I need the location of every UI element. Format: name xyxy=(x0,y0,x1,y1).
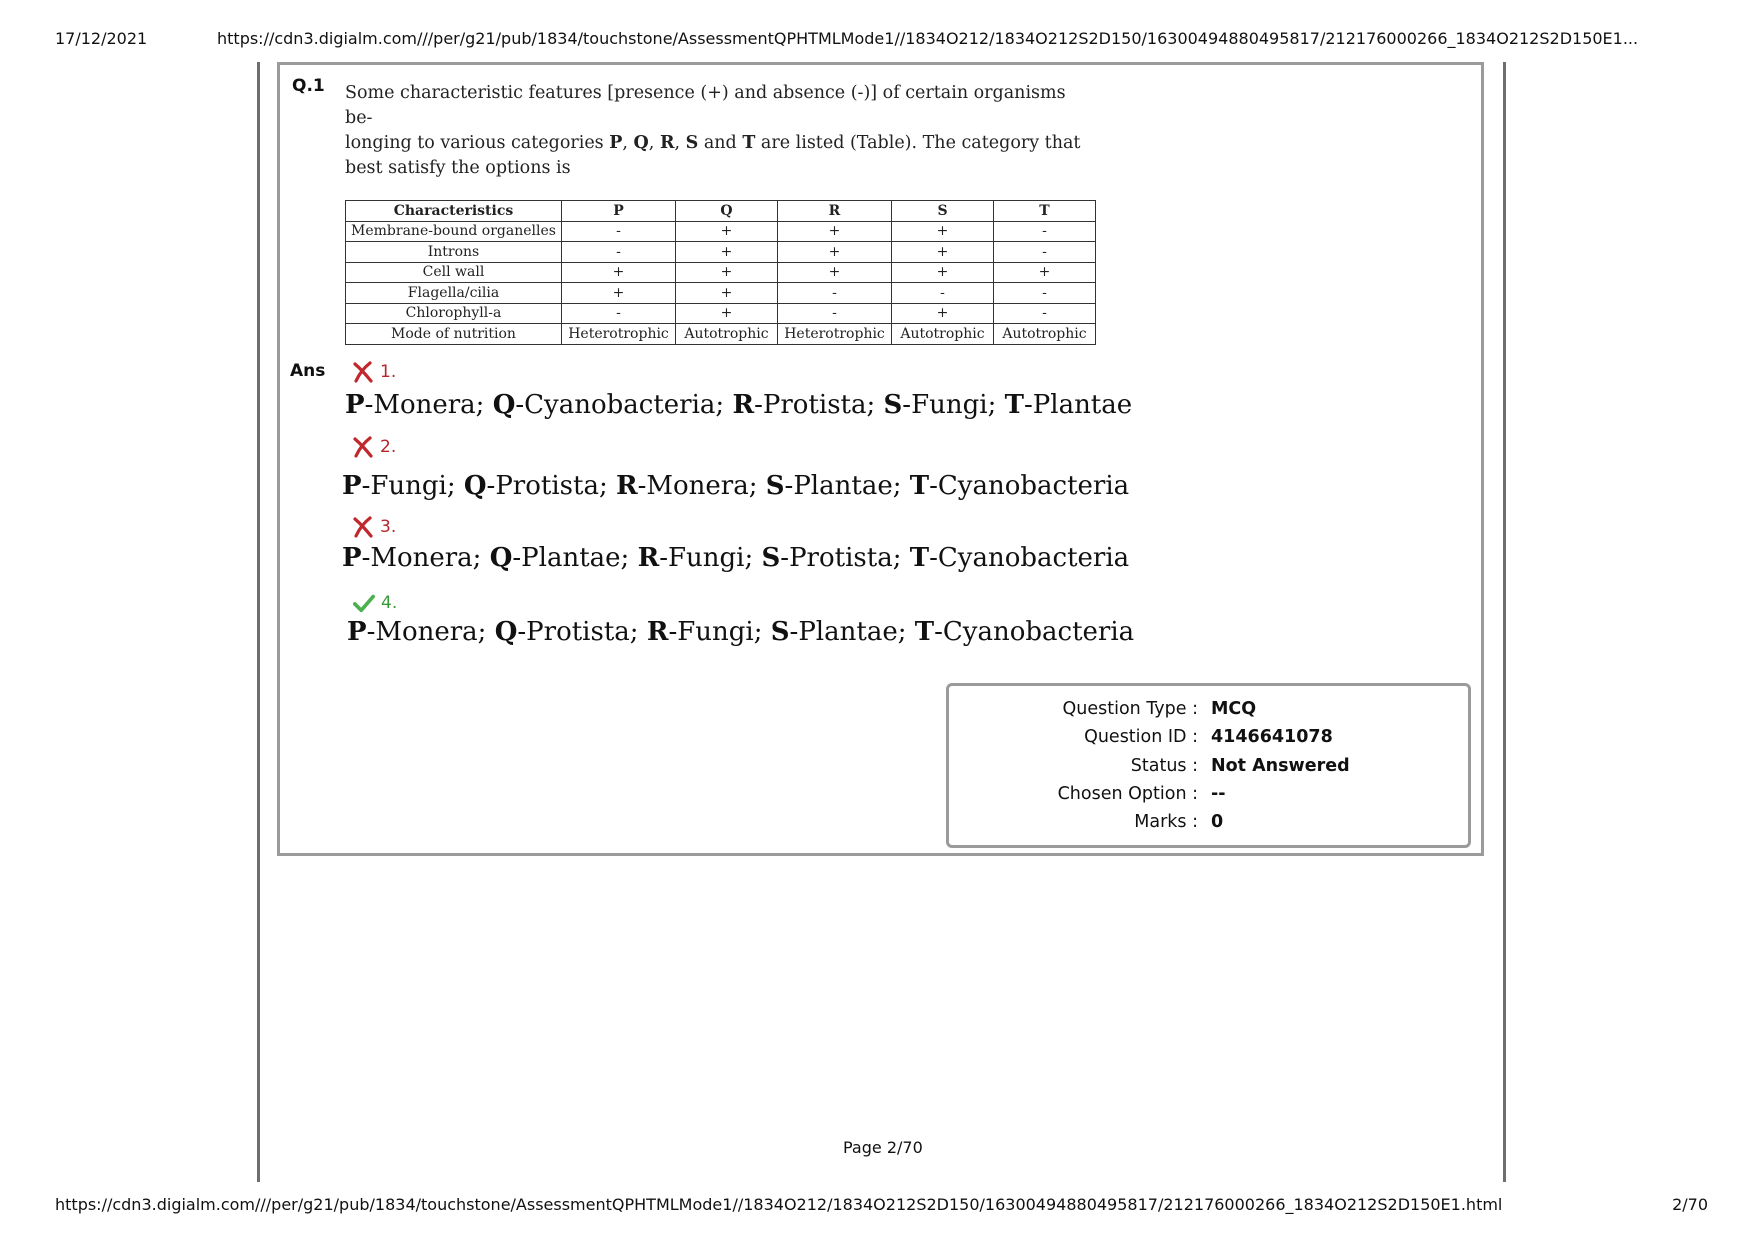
print-header-url: https://cdn3.digialm.com///per/g21/pub/1834/touchstone/AssessmentQPHTMLMode1//1834O212/1834O212S2D150/16300494880495817/212176000266_1834O212S2D150E1... xyxy=(217,29,1639,48)
option-2-marker xyxy=(352,436,396,458)
option-number: 2. xyxy=(380,437,397,457)
option-number: 1. xyxy=(380,362,397,382)
table-cell: - xyxy=(994,303,1096,324)
print-footer-page: 2/70 xyxy=(1672,1195,1708,1214)
table-cell: + xyxy=(676,242,778,263)
info-value: 0 xyxy=(1211,812,1224,832)
info-row-marks xyxy=(946,812,1471,840)
page-border-left xyxy=(257,62,260,1182)
table-cell: - xyxy=(562,303,676,324)
info-label: Question Type : xyxy=(1062,699,1198,719)
cross-icon xyxy=(352,436,374,458)
question-text: Some characteristic features [presence (+) and absence (-)] of certain organisms be- longing to various categories P, Q, R, S and T are listed (Table). The category that best satisfy the options is xyxy=(345,83,1081,178)
table-cell: Membrane-bound organelles xyxy=(346,221,562,242)
info-row-question-id xyxy=(946,727,1471,755)
option-2-text: P-Fungi; Q-Protista; R-Monera; S-Plantae; T-Cyanobacteria xyxy=(342,471,1130,501)
option-number: 4. xyxy=(381,593,398,613)
table-cell: - xyxy=(778,283,892,304)
table-cell: + xyxy=(676,262,778,283)
info-value: MCQ xyxy=(1211,699,1257,719)
option-number: 3. xyxy=(380,517,397,537)
option-3-text: P-Monera; Q-Plantae; R-Fungi; S-Protista; T-Cyanobacteria xyxy=(342,543,1130,573)
table-cell: Autotrophic xyxy=(892,324,994,345)
page-border-right xyxy=(1503,62,1506,1182)
table-cell: + xyxy=(676,221,778,242)
table-cell: + xyxy=(562,283,676,304)
checkmark-icon xyxy=(353,592,375,614)
table-row xyxy=(346,221,1096,242)
answer-label: Ans xyxy=(290,361,326,381)
page-number: Page 2/70 xyxy=(843,1138,923,1157)
info-label: Status : xyxy=(1130,756,1198,776)
table-cell: Mode of nutrition xyxy=(346,324,562,345)
info-value: -- xyxy=(1211,784,1226,804)
table-cell: + xyxy=(562,262,676,283)
table-header-cell: R xyxy=(778,201,892,222)
table-cell: + xyxy=(676,303,778,324)
info-label: Question ID : xyxy=(1084,727,1198,747)
table-cell: + xyxy=(892,242,994,263)
table-cell: Autotrophic xyxy=(994,324,1096,345)
table-header-cell: Characteristics xyxy=(346,201,562,222)
option-4-marker xyxy=(353,592,397,614)
table-cell: + xyxy=(778,262,892,283)
cross-icon xyxy=(352,361,374,383)
table-cell: - xyxy=(994,221,1096,242)
table-cell: + xyxy=(778,221,892,242)
table-cell: - xyxy=(562,242,676,263)
table-header-cell: S xyxy=(892,201,994,222)
table-cell: + xyxy=(994,262,1096,283)
print-date: 17/12/2021 xyxy=(55,29,148,48)
option-3-marker xyxy=(352,516,396,538)
table-row xyxy=(346,242,1096,263)
table-cell: + xyxy=(892,262,994,283)
table-cell: Introns xyxy=(346,242,562,263)
info-label: Chosen Option : xyxy=(1057,784,1198,804)
table-row xyxy=(346,303,1096,324)
info-row-status xyxy=(946,756,1471,784)
info-label: Marks : xyxy=(1134,812,1198,832)
table-cell: + xyxy=(778,242,892,263)
table-cell: - xyxy=(778,303,892,324)
table-cell: - xyxy=(892,283,994,304)
table-row xyxy=(346,283,1096,304)
table-cell: Heterotrophic xyxy=(778,324,892,345)
table-cell: - xyxy=(562,221,676,242)
table-cell: + xyxy=(892,303,994,324)
option-1-text: P-Monera; Q-Cyanobacteria; R-Protista; S-Fungi; T-Plantae xyxy=(345,390,1133,420)
table-cell: Cell wall xyxy=(346,262,562,283)
table-cell: + xyxy=(676,283,778,304)
info-value: 4146641078 xyxy=(1211,727,1333,747)
info-value: Not Answered xyxy=(1211,756,1350,776)
table-header-cell: T xyxy=(994,201,1096,222)
info-row-question-type xyxy=(946,699,1471,727)
table-header-row xyxy=(346,201,1096,222)
option-1-marker xyxy=(352,361,396,383)
table-cell: + xyxy=(892,221,994,242)
table-cell: - xyxy=(994,283,1096,304)
question-number: Q.1 xyxy=(292,76,325,96)
table-cell: Heterotrophic xyxy=(562,324,676,345)
table-row xyxy=(346,324,1096,345)
table-header-cell: Q xyxy=(676,201,778,222)
cross-icon xyxy=(352,516,374,538)
table-cell: - xyxy=(994,242,1096,263)
print-footer-url: https://cdn3.digialm.com///per/g21/pub/1834/touchstone/AssessmentQPHTMLMode1//1834O212/1834O212S2D150/16300494880495817/212176000266_1834O212S2D150E1.html xyxy=(55,1195,1503,1214)
table-cell: Chlorophyll-a xyxy=(346,303,562,324)
option-4-text: P-Monera; Q-Protista; R-Fungi; S-Plantae; T-Cyanobacteria xyxy=(347,617,1135,647)
table-row xyxy=(346,262,1096,283)
characteristics-table xyxy=(345,200,1096,345)
table-cell: Autotrophic xyxy=(676,324,778,345)
info-row-chosen-option xyxy=(946,784,1471,812)
table-cell: Flagella/cilia xyxy=(346,283,562,304)
table-header-cell: P xyxy=(562,201,676,222)
